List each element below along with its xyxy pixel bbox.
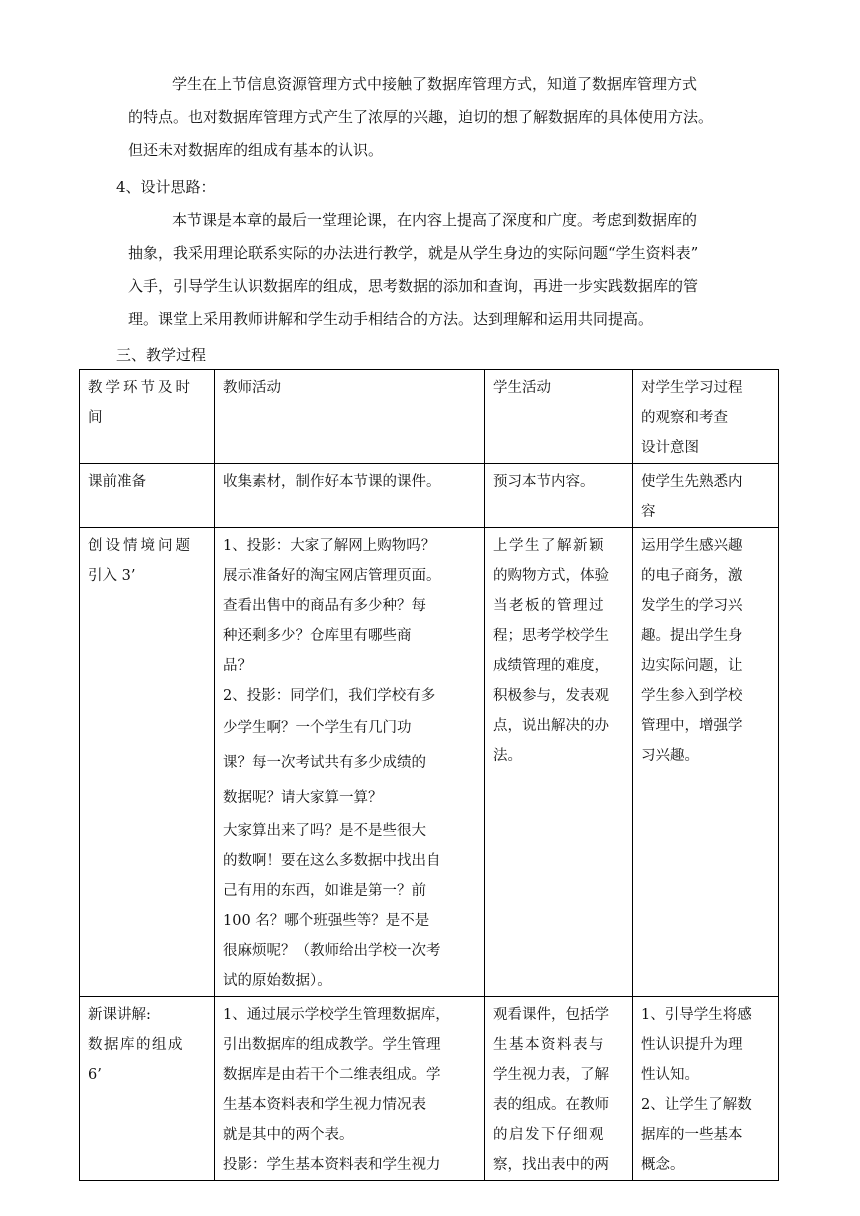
cell-line: 据库的一些基本 [641, 1127, 743, 1143]
teacher-cell [215, 528, 485, 997]
header-teacher-cell [215, 370, 485, 464]
cell-line: 课前准备 [88, 474, 146, 490]
cell-line: 预习本节内容。 [493, 474, 595, 490]
intro-line: 的特点。也对数据库管理方式产生了浓厚的兴趣，迫切的想了解数据库的具体使用方法。 [128, 108, 714, 126]
cell-line: 法。 [493, 748, 522, 764]
cell-line: 积极参与，发表观 [493, 688, 609, 704]
design-line: 本节课是本章的最后一堂理论课，在内容上提高了深度和广度。考虑到数据库的 [172, 211, 698, 229]
stage-cell [80, 997, 215, 1181]
cell-line: 管理中，增强学 [641, 718, 743, 734]
intent-cell [633, 528, 779, 997]
student-cell [485, 997, 633, 1181]
cell-line: 学生参入到学校 [641, 688, 743, 704]
cell-line: 教师活动 [223, 380, 281, 396]
design-line: 理。课堂上采用教师讲解和学生动手相结合的方法。达到理解和运用共同提高。 [128, 310, 654, 328]
cell-line: 习兴趣。 [641, 748, 699, 764]
cell-line: 创设情境问题 [88, 538, 193, 554]
cell-line: 引入 3’ [88, 568, 136, 584]
cell-line: 大家算出来了吗？是不是些很大 [223, 823, 426, 839]
header-intent-cell [633, 370, 779, 464]
cell-line: 教学环节及时 [88, 380, 193, 396]
cell-line: 设计意图 [641, 440, 699, 456]
header-student-cell [485, 370, 633, 464]
cell-line: 己有用的东西，如谁是第一？前 [223, 883, 426, 899]
cell-line: 课？每一次考试共有多少成绩的 [223, 755, 426, 771]
cell-line: 6’ [88, 1067, 102, 1083]
cell-line: 发学生的学习兴 [641, 598, 743, 614]
cell-line: 容 [641, 504, 656, 520]
cell-line: 数据呢？请大家算一算？ [223, 790, 383, 806]
table-header-row [80, 370, 779, 464]
cell-line: 试的原始数据）。 [223, 973, 332, 989]
design-line: 抽象，我采用理论联系实际的办法进行教学，就是从学生身边的实际问题“学生资料表” [128, 244, 699, 262]
cell-line: 数据库是由若干个二维表组成。学 [223, 1067, 441, 1083]
cell-line: 1、投影：大家了解网上购物吗？ [223, 538, 436, 554]
intent-cell [633, 997, 779, 1181]
stage-cell [80, 464, 215, 528]
cell-line: 生基本资料表与 [493, 1037, 605, 1053]
cell-line: 1、引导学生将感 [641, 1007, 752, 1023]
cell-line: 性认知。 [641, 1067, 699, 1083]
cell-line: 新课讲解: [88, 1007, 151, 1023]
cell-line: 引出数据库的组成教学。学生管理 [223, 1037, 441, 1053]
cell-line: 上学生了解新颖 [493, 538, 605, 554]
cell-line: 使学生先熟悉内 [641, 474, 743, 490]
cell-line: 少学生啊？一个学生有几门功 [223, 720, 412, 736]
cell-line: 的数啊！要在这么多数据中找出自 [223, 853, 441, 869]
cell-line: 间 [88, 410, 103, 426]
cell-line: 很麻烦呢？（教师给出学校一次考 [223, 943, 441, 959]
table-row [80, 528, 779, 997]
cell-line: 100 名？哪个班强些等？是不是 [223, 913, 430, 929]
design-line: 入手，引导学生认识数据库的组成，思考数据的添加和查询，再进一步实践数据库的管 [128, 277, 699, 295]
cell-line: 对学生学习过程 [641, 380, 743, 396]
intent-cell [633, 464, 779, 528]
header-stage-cell [80, 370, 215, 464]
cell-line: 的观察和考查 [641, 410, 728, 426]
design-paragraph [128, 204, 788, 336]
design-heading: 4、设计思路： [116, 178, 216, 196]
cell-line: 性认识提升为理 [641, 1037, 743, 1053]
intro-line: 但还未对数据库的组成有基本的认识。 [128, 141, 384, 159]
cell-line: 的启发下仔细观 [493, 1127, 605, 1143]
teacher-cell [215, 997, 485, 1181]
cell-line: 的电子商务，激 [641, 568, 743, 584]
cell-line: 观看课件，包括学 [493, 1007, 609, 1023]
teacher-cell [215, 464, 485, 528]
student-cell [485, 464, 633, 528]
cell-line: 成绩管理的难度， [493, 658, 609, 674]
cell-line: 收集素材，制作好本节课的课件。 [223, 474, 441, 490]
table-row [80, 464, 779, 528]
cell-line: 投影：学生基本资料表和学生视力 [223, 1157, 441, 1173]
cell-line: 点，说出解决的办 [493, 718, 609, 734]
cell-line: 生基本资料表和学生视力情况表 [223, 1097, 426, 1113]
cell-line: 就是其中的两个表。 [223, 1127, 354, 1143]
cell-line: 当老板的管理过 [493, 598, 605, 614]
cell-line: 2、投影：同学们，我们学校有多 [223, 688, 436, 704]
cell-line: 运用学生感兴趣 [641, 538, 743, 554]
intro-paragraph [128, 68, 788, 167]
cell-line: 学生活动 [493, 380, 551, 396]
cell-line: 边实际问题，让 [641, 658, 743, 674]
cell-line: 学生视力表，了解 [493, 1067, 609, 1083]
process-heading: 三、教学过程 [116, 346, 207, 364]
cell-line: 概念。 [641, 1157, 685, 1173]
table-row [80, 997, 779, 1181]
cell-line: 种还剩多少？仓库里有哪些商 [223, 628, 412, 644]
cell-line: 表的组成。在教师 [493, 1097, 609, 1113]
cell-line: 2、让学生了解数 [641, 1097, 752, 1113]
cell-line: 数据库的组成 [88, 1037, 184, 1053]
student-cell [485, 528, 633, 997]
cell-line: 察，找出表中的两 [493, 1157, 609, 1173]
cell-line: 查看出售中的商品有多少种？每 [223, 598, 426, 614]
cell-line: 1、通过展示学校学生管理数据库， [223, 1007, 450, 1023]
cell-line: 程；思考学校学生 [493, 628, 609, 644]
cell-line: 的购物方式，体验 [493, 568, 609, 584]
intro-line: 学生在上节信息资源管理方式中接触了数据库管理方式，知道了数据库管理方式 [172, 75, 698, 93]
lesson-table [79, 369, 779, 1181]
cell-line: 趣。提出学生身 [641, 628, 743, 644]
cell-line: 品？ [223, 658, 252, 674]
stage-cell [80, 528, 215, 997]
cell-line: 展示准备好的淘宝网店管理页面。 [223, 568, 441, 584]
